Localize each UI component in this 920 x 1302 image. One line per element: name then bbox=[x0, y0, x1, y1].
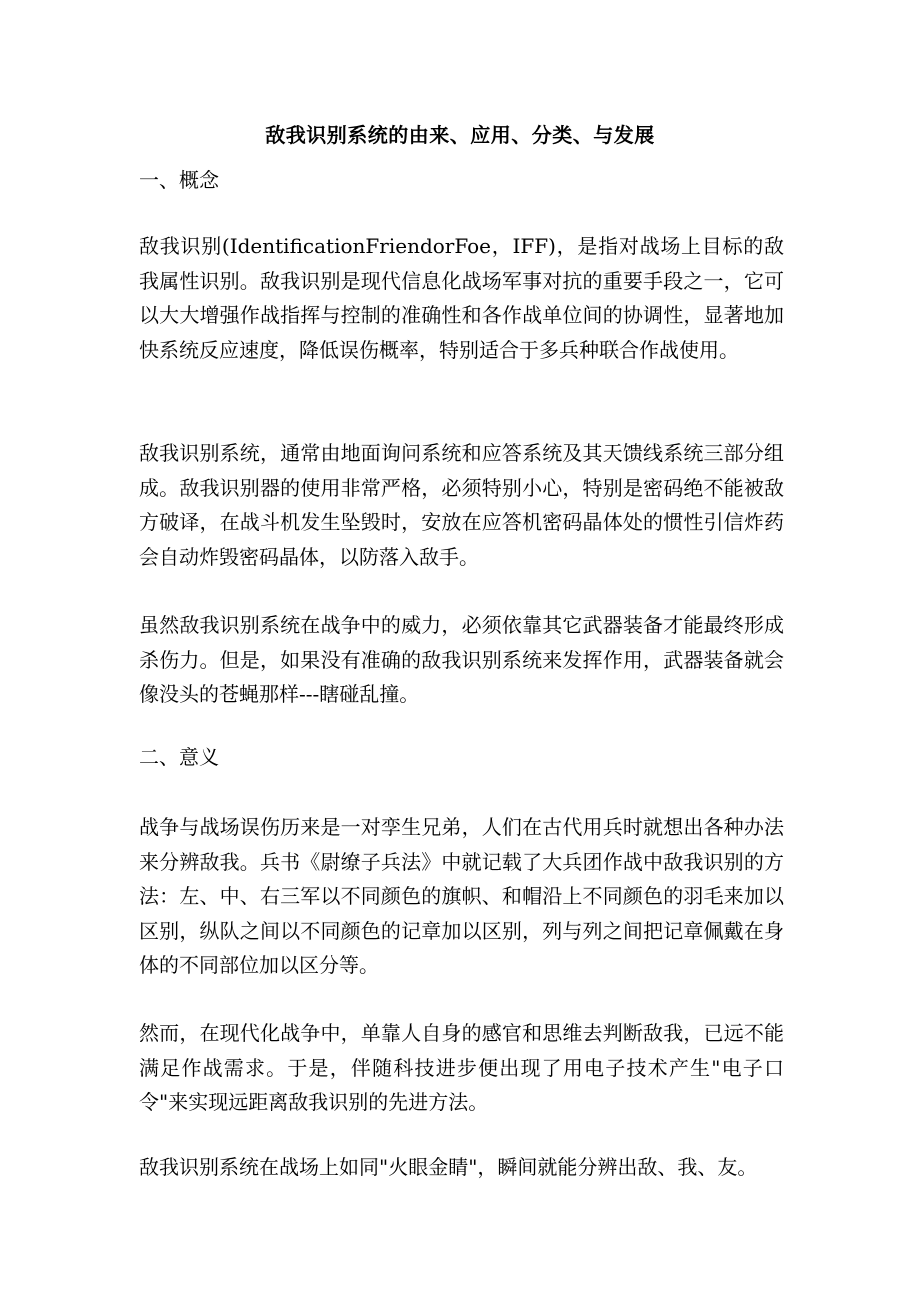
section-heading-significance: 二、意义 bbox=[139, 745, 219, 769]
document-title: 敌我识别系统的由来、应用、分类、与发展 bbox=[265, 123, 655, 147]
paragraph-conclusion: 敌我识别系统在战场上如同"火眼金睛"，瞬间就能分辨出敌、我、友。 bbox=[139, 1155, 758, 1179]
paragraph-modern-warfare: 然而，在现代化战争中，单靠人自身的感官和思维去判断敌我，已远不能满足作战需求。于是，伴随科技进步便出现了用电子技术产生"电子口令"来实现远距离敌我识别的先进方法。 bbox=[139, 1021, 784, 1114]
section-heading-concept: 一、概念 bbox=[139, 168, 219, 192]
paragraph-importance: 虽然敌我识别系统在战争中的威力，必须依靠其它武器装备才能最终形成杀伤力。但是，如果没有准确的敌我识别系统来发挥作用，武器装备就会像没头的苍蝇那样---瞎碰乱撞。 bbox=[139, 613, 784, 706]
paragraph-definition: 敌我识别(IdentificationFriendorFoe，IFF)，是指对战场上目标的敌我属性识别。敌我识别是现代信息化战场军事对抗的重要手段之一，它可以大大增强作战指挥与控制的准确性和各作战单位间的协调性，显著地加快系统反应速度，降低误伤概率，特别适合于多兵种联合作战使用。 bbox=[139, 234, 784, 362]
paragraph-system-composition: 敌我识别系统，通常由地面询问系统和应答系统及其天馈线系统三部分组成。敌我识别器的使用非常严格，必须特别小心，特别是密码绝不能被敌方破译，在战斗机发生坠毁时，安放在应答机密码晶体处的惯性引信炸药会自动炸毁密码晶体，以防落入敌手。 bbox=[139, 441, 784, 569]
paragraph-history: 战争与战场误伤历来是一对孪生兄弟，人们在古代用兵时就想出各种办法来分辨敌我。兵书《尉缭子兵法》中就记载了大兵团作战中敌我识别的方法：左、中、右三军以不同颜色的旗帜、和帽沿上不同颜色的羽毛来加以区别，纵队之间以不同颜色的记章加以区别，列与列之间把记章佩戴在身体的不同部位加以区分等。 bbox=[139, 815, 784, 977]
